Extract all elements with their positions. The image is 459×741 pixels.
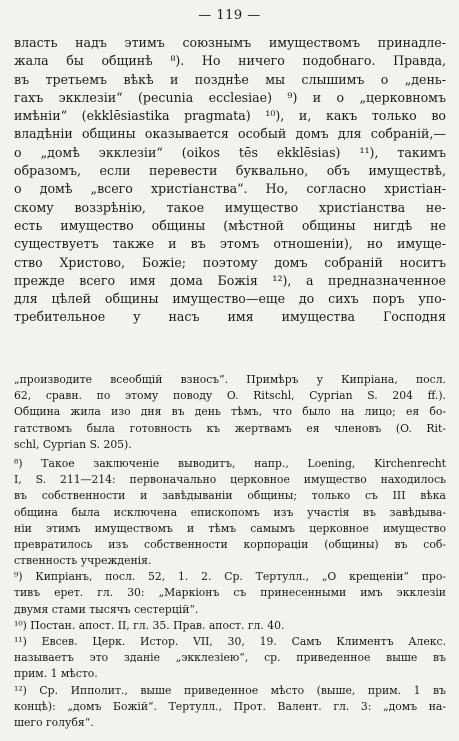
footnote-line: шего голубя“. <box>14 715 94 729</box>
footnote-line: ⁹) Кипріанъ, посл. 52, 1. 2. Ср. Тертулл., „О крещеніи“ про- <box>14 570 446 584</box>
footnote-line: 62, сравн. по этому поводу O. Ritschl, Cyprian S. 204 ff.). <box>14 389 446 403</box>
footnote-line: ¹²) Ср. Ипполит., выше приведенное мѣсто (выше, прим. 1 въ <box>14 683 446 697</box>
text-line: о домѣ „всего христіанства“. Но, согласно христіан- <box>14 181 446 197</box>
text-line: имѣніи“ (ekklēsiastika pragmata) ¹⁰), и, какъ только во <box>14 108 446 124</box>
footnote-line: ніи этимъ имуществомъ и тѣмъ самымъ церковное имущество <box>14 521 446 535</box>
text-line: требительное у насъ имя имущества Господня <box>14 309 446 325</box>
footnote-line: Община жила изо дня въ день тѣмъ, что было на лицо; ея бо- <box>14 405 446 419</box>
text-line: для цѣлей общины имущество—еще до сихъ поръ упо- <box>14 291 446 307</box>
footnote-line: ственность учрежденія. <box>14 554 152 568</box>
text-line: ство Христово, Божіе; поэтому домъ собраній носитъ <box>14 254 446 270</box>
footnote-line: двумя стами тысячъ сестерцій“. <box>14 602 199 616</box>
footnote-line: тивъ ерет. гл. 30: „Маркіонъ съ принесенными имъ экклезіи <box>14 586 446 600</box>
footnote-line: ¹¹) Евсев. Церк. Истор. VII, 30, 19. Самъ Климентъ Алекс. <box>14 635 446 648</box>
footnote-line: прим. 1 мѣсто. <box>14 667 98 681</box>
footnote-line: называетъ это зданіе „экклезіею“, ср. приведенное выше въ <box>14 651 446 665</box>
text-line: есть имущество общины (мѣстной общины нигдѣ не <box>14 217 446 233</box>
page-number: — 119 — <box>198 8 261 23</box>
footnote-line: въ собственности и завѣдываніи общины; только съ III вѣка <box>14 489 446 503</box>
text-line: образомъ, если перевести буквально, объ имуществѣ, <box>14 163 446 179</box>
text-line: скому воззрѣнію, такое имущество христіанства не- <box>14 199 446 215</box>
footnote-line: гатствомъ была готовность къ жертвамъ ея членовъ (O. Rit- <box>14 421 446 435</box>
footnote-line: ¹⁰) Постан. апост. II, гл. 35. Прав. апост. гл. 40. <box>14 618 285 632</box>
text-line: въ третьемъ вѣкѣ и позднѣе мы слышимъ о „день- <box>14 71 446 87</box>
main-text <box>14 34 446 327</box>
text-line: владѣніи общины оказывается особый домъ для собраній,— <box>14 126 446 142</box>
footnotes <box>14 372 446 731</box>
footnote-line: I, S. 211—214: первоначально церковное имущество находилось <box>14 473 446 487</box>
footnote-line: „производите всеобщій взносъ“. Примѣръ у Кипріана, посл. <box>14 373 446 386</box>
footnote-line: превратилось изъ собственности корпораціи (общины) въ соб- <box>14 537 446 551</box>
footnote-line: schl, Cyprian S. 205). <box>14 437 132 451</box>
footnote-line: концѣ): „домъ Божій“. Тертулл., Прот. Валент. гл. 3: „домъ на- <box>14 699 446 713</box>
text-line: власть надъ этимъ союзнымъ имуществомъ принадле- <box>14 35 446 50</box>
text-line: о „домѣ экклезіи“ (oikos tēs ekklēsias) ¹¹), такимъ <box>14 144 446 160</box>
text-line: жала бы общинѣ ⁸). Но ничего подобнаго. Правда, <box>14 53 446 69</box>
text-line: прежде всего имя дома Божія ¹²), а предназначенное <box>14 272 446 288</box>
text-line: гахъ экклезіи“ (pecunia ecclesiae) ⁹) и о „церковномъ <box>14 89 446 105</box>
footnote-line: ⁸) Такое заключеніе выводитъ, напр., Loening, Kirchenrecht <box>14 456 446 470</box>
text-line: существуетъ также и въ этомъ отношеніи), но имуще- <box>14 236 446 252</box>
footnote-line: община была исключена епископомъ изъ участія въ завѣдыва- <box>14 505 446 519</box>
